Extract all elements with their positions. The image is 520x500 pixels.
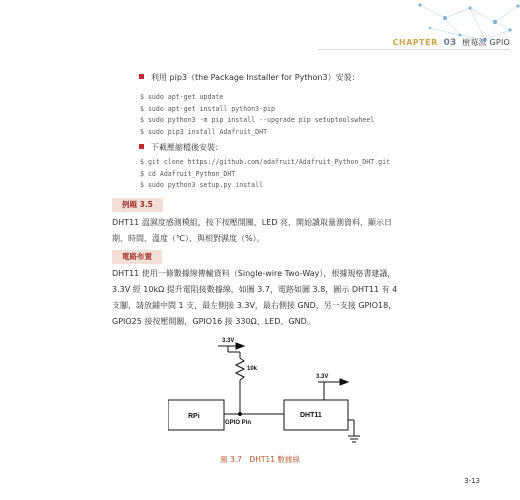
vcc2-label: 3.3V (316, 374, 329, 380)
resistor-symbol (236, 358, 244, 380)
paragraph-line: GPIO25 接按壓開關，GPIO16 接 330Ω、LED、GND。 (112, 317, 315, 326)
figure-caption: 圖 3.7 DHT11 數據線 (220, 455, 300, 464)
paragraph-line: DHT11 溫濕度感測模組，按下按壓開關，LED 亮，開始讀取量測資料，顯示日 (112, 218, 392, 227)
bullet-download-text: 下載壓縮檔後安裝： (151, 143, 223, 152)
wiring-tag: 電路布置 (112, 250, 162, 264)
circuit-diagram (168, 328, 368, 453)
bullet-marker-icon (139, 74, 144, 79)
chapter-title: 樹莓派 GPIO (462, 38, 510, 47)
code-line: $ sudo python3 setup.py install (140, 181, 264, 189)
vcc-arrow-icon (236, 343, 244, 349)
code-line: $ sudo python3 -m pip install --upgrade pip setuptoolswheel (140, 116, 375, 124)
vcc1-label: 3.3V (222, 338, 235, 344)
example-tag: 例題 3.5 (112, 198, 163, 212)
chapter-number: 03 (443, 38, 457, 48)
code-line: $ git clone https://github.com/adafruit/Adafruit_Python_DHT.git (140, 158, 391, 166)
bullet-pip3-text: 利用 pip3（the Package Installer for Python3）安裝： (151, 73, 360, 82)
resistor-label: 10k (247, 366, 258, 372)
wiring-paragraph (112, 266, 412, 330)
chapter-label: CHAPTER (392, 38, 438, 47)
code-line: $ cd Adafruit_Python_DHT (140, 169, 236, 178)
code-line: $ sudo pip3 install Adafruit_DHT (140, 127, 268, 136)
network-decoration (400, 0, 520, 60)
paragraph-line: 3.3V 經 10kΩ 提升電阻接數據線，如圖 3.7，電路如圖 3.8，圖示 DHT11 有 4 (112, 285, 398, 294)
header-rule (318, 49, 510, 50)
chapter-header (300, 37, 510, 48)
paragraph-line: 支腳，請放鋪中間 1 支，最左側接 3.3V，最右側接 GND，另一支接 GPIO18， (112, 301, 397, 310)
rpi-label: RPi (188, 413, 200, 420)
code-block-pip3 (140, 92, 374, 138)
vcc-arrow-icon (340, 379, 348, 385)
page-number: 3-13 (464, 477, 480, 485)
bullet-download (139, 142, 223, 153)
code-line: $ sudo apt-get install python3-pip (140, 104, 275, 113)
dht11-label: DHT11 (300, 412, 322, 419)
code-block-git (140, 157, 390, 192)
gpio-label: GPIO Pin (225, 420, 252, 426)
paragraph-line: DHT11 使用一條數據線傳輸資料（Single-wire Two-Way），根據規格書建議， (112, 269, 396, 278)
paragraph-line: 期、時間、溫度（℃）、與相對濕度（%）。 (112, 234, 265, 243)
bullet-pip3 (139, 72, 360, 83)
code-line: $ sudo apt-get update (140, 93, 224, 101)
bullet-marker-icon (139, 144, 144, 149)
example-paragraph (112, 215, 412, 247)
